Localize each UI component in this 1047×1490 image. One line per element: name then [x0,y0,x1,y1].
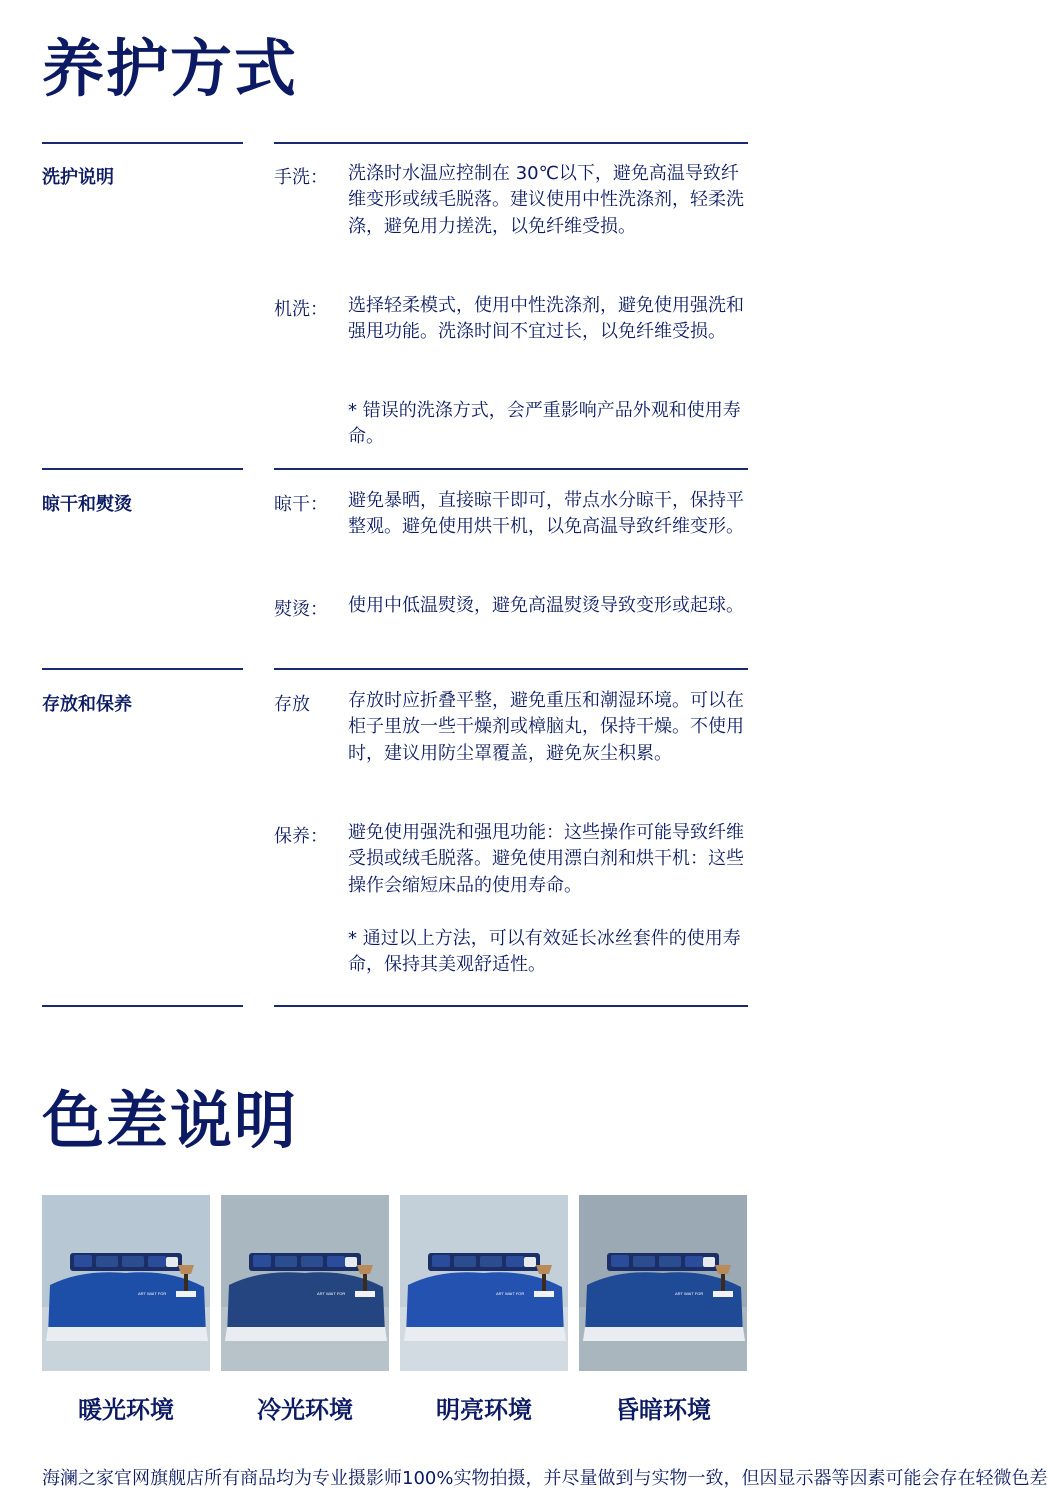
divider [274,1005,748,1007]
photo-caption: 冷光环境 [257,1396,353,1424]
item-label-ironing: 熨烫： [274,599,328,620]
photo-caption: 明亮环境 [436,1396,532,1424]
bedroom-photo [221,1195,389,1371]
bedding-print-text: ART WAIT FOR [675,1291,704,1296]
divider [42,1005,243,1007]
item-label-maintenance: 保养： [274,826,328,847]
item-label-hand-wash: 手洗： [274,167,328,188]
item-text-maintenance: 避免使用强洗和强甩功能：这些操作可能导致纤维受损或绒毛脱落。避免使用漂白剂和烘干机：这些操作会缩短床品的使用寿命。 [348,822,744,896]
divider [42,142,243,144]
item-text-ironing: 使用中低温熨烫，避免高温熨烫导致变形或起球。 [348,595,744,616]
bedding-print-text: ART WAIT FOR [317,1291,346,1296]
section-label-drying-ironing: 晾干和熨烫 [42,494,132,515]
bedroom-photo [42,1195,210,1371]
item-text-storage-note: * 通过以上方法，可以有效延长冰丝套件的使用寿命，保持其美观舒适性。 [348,928,741,976]
divider [274,668,748,670]
item-text-machine-wash: 选择轻柔模式，使用中性洗涤剂，避免使用强洗和强甩功能。洗涤时间不宜过长，以免纤维受损。 [348,295,744,343]
item-text-drying: 避免暴晒，直接晾干即可，带点水分晾干，保持平整观。避免使用烘干机，以免高温导致纤维变形。 [348,490,744,538]
photo-caption: 暖光环境 [78,1396,174,1424]
item-text-hand-wash: 洗涤时水温应控制在 30℃以下，避免高温导致纤维变形或绒毛脱落。建议使用中性洗涤剂，轻柔洗涤，避免用力搓洗，以免纤维受损。 [348,163,744,237]
bedding-print-text: ART WAIT FOR [138,1291,167,1296]
item-label-storage: 存放 [274,694,310,715]
photo-caption: 昏暗环境 [615,1396,711,1424]
item-label-machine-wash: 机洗： [274,299,328,320]
section-label-storage-care: 存放和保养 [42,694,132,715]
color-diff-title: 色差说明 [42,1084,299,1157]
divider [274,468,748,470]
bedding-print-text: ART WAIT FOR [496,1291,525,1296]
care-title: 养护方式 [42,32,299,105]
divider [42,468,243,470]
item-text-washing-note: * 错误的洗涤方式，会严重影响产品外观和使用寿命。 [348,400,741,448]
divider [42,668,243,670]
bedroom-photo [400,1195,568,1371]
divider [274,142,748,144]
bedroom-photo [579,1195,747,1371]
section-label-washing: 洗护说明 [42,167,114,188]
item-text-storage: 存放时应折叠平整，避免重压和潮湿环境。可以在柜子里放一些干燥剂或樟脑丸，保持干燥。不使用时，建议用防尘罩覆盖，避免灰尘积累。 [348,690,744,764]
item-label-drying: 晾干： [274,494,328,515]
color-diff-footnote: 海澜之家官网旗舰店所有商品均为专业摄影师100%实物拍摄，并尽量做到与实物一致，但因显示器等因素可能会存在轻微色差 [42,1468,1047,1489]
